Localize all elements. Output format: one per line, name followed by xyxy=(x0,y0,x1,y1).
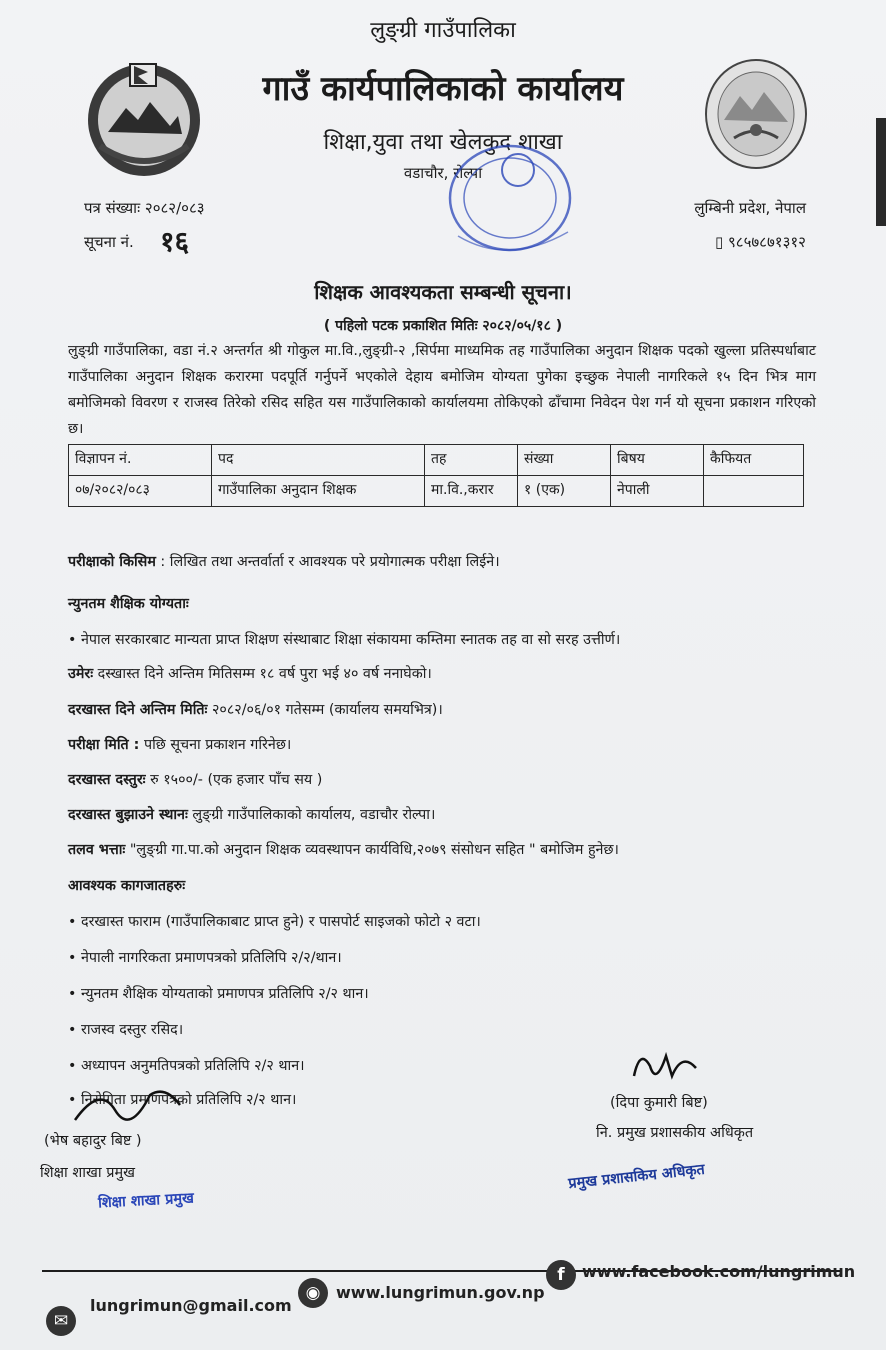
document-item: • न्युनतम शैक्षिक योग्यताको प्रमाणपत्र प्रतिलिपि २/२ थान। xyxy=(68,984,828,1003)
table-cell: नेपाली xyxy=(611,476,704,507)
submission-place-value: लुङ्ग्री गाउँपालिकाको कार्यालय, वडाचौर रोल्पा। xyxy=(187,807,436,823)
table-cell: गाउँपालिका अनुदान शिक्षक xyxy=(212,476,425,507)
document-item: • राजस्व दस्तुर रसिद। xyxy=(68,1020,828,1039)
email-icon: ✉ xyxy=(46,1306,76,1336)
exam-date-label: परीक्षा मिति : xyxy=(68,737,140,753)
table-cell: १ (एक) xyxy=(518,476,611,507)
header-cell: कैफियत xyxy=(704,445,804,476)
deadline-value: २०८२/०६/०१ गतेसम्म (कार्यालय समयभित्र)। xyxy=(207,702,443,718)
exam-date xyxy=(68,735,828,754)
left-signatory-title: शिक्षा शाखा प्रमुख xyxy=(40,1165,135,1181)
exam-type-label: परीक्षाको किसिम xyxy=(68,554,156,570)
age xyxy=(68,664,828,683)
fee-value: रु १५००/- (एक हजार पाँच सय ) xyxy=(145,772,323,788)
age-value: दस्खास्त दिने अन्तिम मितिसम्म १८ वर्ष पुरा भई ४० वर्ष ननाघेको। xyxy=(93,666,432,682)
globe-icon: ◉ xyxy=(298,1278,328,1308)
office-stamp-icon xyxy=(418,136,588,286)
deadline-label: दरखास्त दिने अन्तिम मितिः xyxy=(68,702,208,718)
right-signatory-name: (दिपा कुमारी बिष्ट) xyxy=(610,1095,708,1111)
footer-website[interactable]: www.lungrimun.gov.np xyxy=(336,1283,545,1302)
header-cell: विज्ञापन नं. xyxy=(69,445,212,476)
table-row xyxy=(69,476,804,507)
exam-date-value: पछि सूचना प्रकाशन गरिनेछ। xyxy=(139,737,292,753)
exam-type xyxy=(68,552,828,571)
notice-number-value: १६ xyxy=(160,225,190,258)
province: लुम्बिनी प्रदेश, नेपाल xyxy=(694,199,806,217)
municipality-name: लुङ्ग्री गाउँपालिका xyxy=(370,18,516,43)
left-signatory-name: (भेष बहादुर बिष्ट ) xyxy=(44,1133,142,1149)
table-cell xyxy=(704,476,804,507)
fee xyxy=(68,770,828,789)
header-cell: संख्या xyxy=(518,445,611,476)
notice-number-label: सूचना नं. xyxy=(84,233,134,251)
document-item: • दरखास्त फाराम (गाउँपालिकाबाट प्राप्त हुने) र पासपोर्ट साइजको फोटो २ वटा। xyxy=(68,912,828,931)
vacancy-table xyxy=(68,444,804,507)
salary-value: "लुङ्ग्री गा.पा.को अनुदान शिक्षक व्यवस्थापन कार्यविधि,२०७९ संसोधन सहित " बमोजिम हुनेछ। xyxy=(125,842,619,858)
facebook-icon: f xyxy=(546,1260,576,1290)
deadline xyxy=(68,700,828,719)
qualification-label: न्युनतम शैक्षिक योग्यताः xyxy=(68,596,189,612)
phone-icon: ▯ xyxy=(714,233,724,251)
letter-number-value: २०८२/०८३ xyxy=(144,199,205,217)
branch-name: शिक्षा,युवा तथा खेलकुद शाखा xyxy=(323,130,563,155)
salary xyxy=(68,840,828,859)
scan-edge-mark xyxy=(876,118,886,226)
document-item: • नेपाली नागरिकता प्रमाणपत्रको प्रतिलिपि २/२/थान। xyxy=(68,948,828,967)
notice-paragraph: लुङ्ग्री गाउँपालिका, वडा नं.२ अन्तर्गत श्री गोकुल मा.वि.,लुङ्ग्री-२ ,सिर्पमा माध्यमिक तह गाउँपालिका अनुदान शिक्षक पदको खुल्ला प्रतिस्पर्धाबाट गाउँपालिका अनुदान शिक्षक करारमा पदपूर्ति गर्नुपर्ने भएकोले देहाय बमोजिम योग्यता पुगेका इच्छुक नेपाली नागरिकले १५ दिन भित्र माग बमोजिमको विवरण र राजस्व तिरेको रसिद सहित यस गाउँपालिकाको कार्यालयमा तोकिएको ढाँचामा निवेदन पेश गर्न यो सूचना प्रकाशन गरिएको छ। xyxy=(68,343,816,437)
header-cell: तह xyxy=(425,445,518,476)
fee-label: दरखास्त दस्तुरः xyxy=(68,772,146,788)
right-signatory-title: नि. प्रमुख प्रशासकीय अधिकृत xyxy=(596,1125,754,1141)
footer-email[interactable]: lungrimun@gmail.com xyxy=(90,1296,292,1315)
notice-title: शिक्षक आवश्यकता सम्बन्धी सूचना। xyxy=(314,280,572,304)
left-stamp-text: शिक्षा शाखा प्रमुख xyxy=(97,1190,195,1212)
header-cell: पद xyxy=(212,445,425,476)
table-cell: ०७/२०८२/०८३ xyxy=(69,476,212,507)
document-item: • अध्यापन अनुमतिपत्रको प्रतिलिपि २/२ थान। xyxy=(68,1056,828,1075)
documents-label: आवश्यक कागजातहरुः xyxy=(68,878,186,894)
right-signature-icon xyxy=(626,1046,706,1092)
document-item: • निरोगिता प्रमाणपत्रको प्रतिलिपि २/२ थान। xyxy=(68,1090,828,1109)
header-cell: बिषय xyxy=(611,445,704,476)
phone-number: ९८५७८७१३१२ xyxy=(727,233,806,251)
qualification-value: • नेपाल सरकारबाट मान्यता प्राप्त शिक्षण संस्थाबाट शिक्षा संकायमा कम्तिमा स्नातक तह वा सो सरह उत्तीर्ण। xyxy=(68,630,828,649)
office-place: वडाचौर, रोल्पा xyxy=(403,164,483,182)
right-stamp-text: प्रमुख प्रशासकिय अधिकृत xyxy=(567,1161,706,1193)
footer-facebook[interactable]: www.facebook.com/lungrimun xyxy=(582,1262,856,1281)
letter-number xyxy=(84,198,205,218)
left-signature-icon xyxy=(70,1080,190,1130)
table-cell: मा.वि.,करार xyxy=(425,476,518,507)
salary-label: तलव भत्ताः xyxy=(68,842,126,858)
notice-subtitle: ( पहिलो पटक प्रकाशित मितिः २०८२/०५/१८ ) xyxy=(323,318,563,334)
exam-type-value: : लिखित तथा अन्तर्वार्ता र आवश्यक परे प्रयोगात्मक परीक्षा लिईने। xyxy=(155,554,500,570)
letter-number-label: पत्र संख्याः xyxy=(84,199,141,217)
submission-place-label: दरखास्त बुझाउने स्थानः xyxy=(68,807,188,823)
table-header-row xyxy=(69,445,804,476)
phone xyxy=(715,232,806,252)
age-label: उमेरः xyxy=(68,666,94,682)
submission-place xyxy=(68,805,828,824)
office-name: गाउँ कार्यपालिकाको कार्यालय xyxy=(262,69,624,109)
